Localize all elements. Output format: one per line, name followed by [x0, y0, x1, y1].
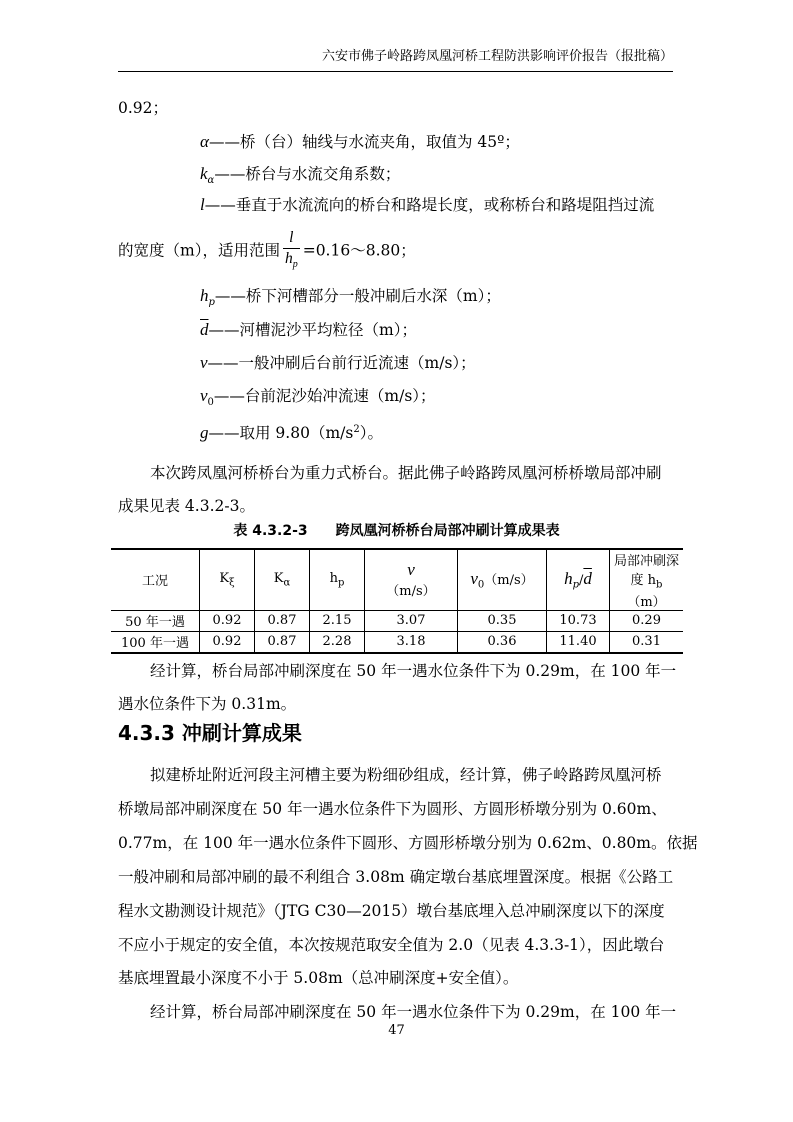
symbol: v [200, 386, 208, 405]
header-k-xi: $K_\xi$ [200, 549, 255, 610]
symbol: v [200, 353, 208, 372]
definition-text: ——垂直于水流流向的桥台和路堤长度，或称桥台和路堤阻挡过流 [204, 196, 655, 214]
header-v: v （m/s） [365, 549, 458, 610]
section-title: 4.3.3 冲刷计算成果 [118, 721, 302, 745]
cell-v0: 0.35 [458, 610, 547, 631]
symbol: k [200, 164, 208, 183]
paragraph-line: 遇水位条件下为 0.31m。 [118, 695, 297, 713]
header-k-alpha: $K_\alpha$ [255, 549, 310, 610]
symbol: $\overline{d}$ [200, 320, 209, 339]
definition-tail: ）。 [359, 424, 383, 443]
paragraph-line: 经计算，桥台局部冲刷深度在 50 年一遇水位条件下为 0.29m，在 100 年一 [150, 1003, 677, 1021]
table-row [111, 631, 683, 653]
table-header-row [111, 549, 683, 610]
header-condition: 工况 [111, 549, 200, 610]
header-local-scour-depth: 局部冲刷深度 $h_b$ （m） [610, 549, 684, 610]
cell-condition: 100 年一遇 [111, 631, 200, 653]
paragraph-line: 一般冲刷和局部冲刷的最不利组合 3.08m 确定墩台基底埋置深度。根据《公路工 [118, 868, 674, 886]
cell-condition: 50 年一遇 [111, 610, 200, 631]
definition-text: ——一般冲刷后台前行近流速（m/s）； [207, 354, 476, 372]
width-line-after: =0.16～8.80； [302, 241, 416, 260]
table-caption: 表 4.3.2-3 跨凤凰河桥桥台局部冲刷计算成果表 [233, 523, 560, 539]
paragraph-line: 不应小于规定的安全值，本次按规范取安全值为 2.0（见表 4.3.3-1），因此墩台 [118, 936, 665, 954]
header-v0: $v_0(m/s)$ [458, 549, 547, 610]
paragraph-line: 基底埋置最小深度不小于 5.08m（总冲刷深度+安全值）。 [118, 969, 519, 987]
paragraph-line: 桥墩局部冲刷深度在 50 年一遇水位条件下为圆形、方圆形桥墩分别为 0.60m、 [118, 800, 667, 818]
definition-text: ——桥（台）轴线与水流夹角，取值为 45º； [208, 133, 520, 151]
cell-hp-over-d: 11.40 [547, 631, 610, 653]
symbol-subscript: 0 [207, 397, 214, 409]
definition-l [200, 193, 654, 217]
cell-k-xi: 0.92 [200, 610, 255, 631]
cell-scour-depth: 0.29 [610, 610, 684, 631]
width-line-before: 的宽度（m），适用范围 [118, 241, 280, 260]
cell-v: 3.07 [365, 610, 458, 631]
symbol: g [200, 423, 209, 443]
intro-tail: 0.92； [118, 99, 169, 117]
paragraph-line: 0.77m，在 100 年一遇水位条件下圆形、方圆形桥墩分别为 0.62m、0.80m。依据 [118, 834, 698, 852]
definition-v0 [200, 384, 436, 415]
scour-results-table [111, 548, 683, 654]
definition-d [200, 318, 417, 342]
cell-hp: 2.28 [310, 631, 365, 653]
superscript: 2 [353, 424, 360, 435]
definition-text: ——桥台与水流交角系数； [214, 165, 401, 183]
definition-text: ——台前泥沙始冲流速（m/s）； [213, 387, 436, 405]
cell-k-alpha: 0.87 [255, 610, 310, 631]
header-hp-over-d: $h_p/\overline{d}$ [547, 549, 610, 610]
cell-k-alpha: 0.87 [255, 631, 310, 653]
paragraph-line: 拟建桥址附近河段主河槽主要为粉细砂组成，经计算，佛子岭路跨凤凰河桥 [150, 766, 662, 784]
definition-text: ——河槽泥沙平均粒径（m）； [208, 321, 417, 339]
cell-scour-depth: 0.31 [610, 631, 684, 653]
paragraph-line: 成果见表 4.3.2-3。 [118, 497, 255, 515]
cell-hp: 2.15 [310, 610, 365, 631]
definition-hp [200, 284, 501, 315]
fraction-numerator: l [283, 228, 300, 249]
symbol-subscript: p [208, 297, 215, 309]
l-over-hp-fraction [283, 228, 300, 275]
cell-k-xi: 0.92 [200, 631, 255, 653]
page-header: 六安市佛子岭路跨凤凰河桥工程防洪影响评价报告（报批稿） [118, 47, 673, 72]
symbol-subscript: α [207, 175, 215, 187]
definition-k-alpha [200, 162, 400, 193]
symbol: α [200, 132, 209, 151]
paragraph-line: 本次跨凤凰河桥桥台为重力式桥台。据此佛子岭路跨凤凰河桥桥墩局部冲刷 [150, 464, 662, 482]
symbol: l [200, 195, 205, 214]
definition-text: ——桥下河槽部分一般冲刷后水深（m）； [214, 287, 501, 305]
symbol: h [200, 286, 209, 305]
definition-text: ——取用 9.80（m/s [208, 424, 354, 443]
paragraph-line: 程水文勘测设计规范》（JTG C30—2015）墩台基底埋入总冲刷深度以下的深度 [118, 902, 665, 920]
cell-v: 3.18 [365, 631, 458, 653]
table-row [111, 610, 683, 631]
cell-hp-over-d: 10.73 [547, 610, 610, 631]
cell-v0: 0.36 [458, 631, 547, 653]
fraction-denominator: $h_p$ [284, 250, 298, 271]
header-hp: $h_p$ [310, 549, 365, 610]
page-number: 47 [388, 1023, 405, 1038]
definition-g [200, 418, 383, 445]
paragraph-line: 经计算，桥台局部冲刷深度在 50 年一遇水位条件下为 0.29m，在 100 年一 [150, 662, 677, 680]
width-range-line [118, 228, 416, 275]
definition-v [200, 351, 476, 375]
definition-alpha [200, 130, 520, 154]
